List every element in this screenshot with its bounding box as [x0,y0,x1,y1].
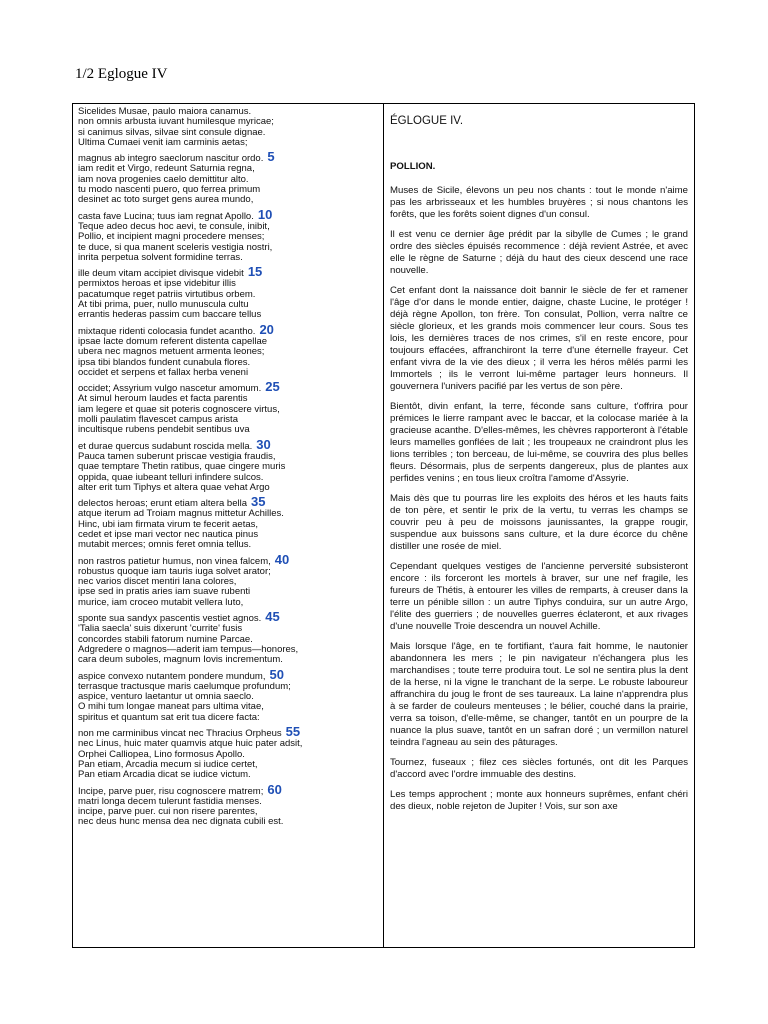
verse-text: te duce, si qua manent sceleris vestigia nostri, [78,241,273,253]
verse-text: Pan etiam, Arcadia mecum si iudice certet, [78,758,258,770]
latin-verse [78,483,377,493]
verse-text: Incipe, parve puer, risu cognoscere matrem; [78,785,264,797]
latin-verse [78,253,377,263]
french-paragraph: Cependant quelques vestiges de l'ancienne perversité subsisteront encore : ils forceront les mortels à braver, sur une nef fragile, les fureurs de Thétis, à entourer les villes de remparts, à creuser dans la terre un pénible sillon : un autre Tiphys conduira, sur un autre Argo, l'élite des guerriers ; de nouvelles guerres éclateront, et aux rivages d'une nouvelle Troie descendra un nouvel Achille. [390,561,688,632]
latin-verse [78,425,377,435]
latin-stanza [78,666,377,723]
latin-verse [78,713,377,723]
verse-text: matri longa decem tulerunt fastidia menses. [78,795,262,807]
latin-verse [78,540,377,550]
latin-stanza [78,724,377,781]
verse-text: aspice convexo nutantem pondere mundum, [78,670,266,682]
verse-text: incultisque rubens pendebit sentibus uva [78,424,250,436]
verse-text: quae temptare Thetin ratibus, quae cingere muris [78,461,286,473]
verse-text: nec deus hunc mensa dea nec dignata cubili est. [78,816,284,828]
verse-text: Adgredere o magnos—aderit iam tempus—honores, [78,643,299,655]
latin-verse [78,368,377,378]
latin-verse [78,310,377,320]
french-paragraph: Il est venu ce dernier âge prédit par la sibylle de Cumes ; le grand ordre des siècles épuisés recommence : déjà revient Astrée, et avec elle le règne de Saturne ; déjà du haut des cieux descend une race nouvelle. [390,229,688,276]
verse-text: ille deum vitam accipiet divisque videbit [78,268,244,280]
verse-text: casta fave Lucina; tuus iam regnat Apollo. [78,210,254,222]
verse-text: occidet; Assyrium vulgo nascetur amomum. [78,383,262,395]
verse-text: Pollio, et incipient magni procedere menses; [78,231,265,243]
french-paragraph: Les temps approchent ; monte aux honneurs suprêmes, enfant chéri des dieux, noble rejeton de Jupiter ! Vois, sur son axe [390,789,688,812]
french-paragraph: Mais lorsque l'âge, en te fortifiant, t'aura fait homme, le nautonier abandonnera les mers ; le pin navigateur n'échangera plus les marchandises ; toute terre produira tout. Le sol ne sentira plus la dent de la herse, ni la vigne le tranchant de la serpe. Le robuste laboureur affranchira du joug le front de ses taureaux. La laine n'apprendra plus à se farder de couleurs menteuses ; le bélier, couché dans la prairie, verra sa toison, d'elle-même, se changer, tantôt en un pourpre de la nuance la plus suave, tantôt en un safran doré ; un vermillon naturel teindra l'agneau au sein des pâturages. [390,641,688,748]
verse-text: Teque adeo decus hoc aevi, te consule, inibit, [78,220,270,232]
verse-text: ipse sed in pratis aries iam suave rubenti [78,586,251,598]
verse-text: mixtaque ridenti colocasia fundet acantho. [78,325,256,337]
french-column [384,104,694,947]
verse-text: errantis hederas passim cum baccare tellus [78,309,262,321]
latin-stanza [78,379,377,436]
verse-text: et durae quercus sudabunt roscida mella. [78,440,253,452]
verse-text: nec Linus, huic mater quamvis atque huic pater adsit, [78,738,303,750]
verse-text: inrita perpetua solvent formidine terras. [78,251,243,263]
verse-number: 15 [247,264,263,280]
verse-number: 30 [256,436,271,452]
verse-number: 25 [265,379,280,395]
french-paragraph: Mais dès que tu pourras lire les exploits des héros et les hauts faits de ton père, et sentir le prix de la vertu, tu verras les champs se couvrir peu à peu de moissons jaunissantes, la grappe rougir, suspendue aux buissons sans culture, et la dure écorce du chêne distiller une rosée de miel. [390,493,688,552]
verse-text: spiritus et quantum sat erit tua dicere facta: [78,711,260,723]
verse-text: ubera nec magnos metuent armenta leones; [78,346,265,358]
verse-text: Ultima Cumaei venit iam carminis aetas; [78,136,248,148]
verse-number: 55 [285,724,301,740]
verse-text: magnus ab integro saeclorum nascitur ordo. [78,153,264,165]
verse-number: 20 [259,321,274,337]
verse-text: mutabit merces; omnis feret omnia tellus. [78,539,252,551]
latin-stanza [78,149,377,206]
verse-text: Hinc, ubi iam firmata virum te fecerit aetas, [78,518,259,530]
latin-stanza [78,206,377,263]
page-title: 1/2 Eglogue IV [75,66,168,82]
latin-stanza [78,107,377,148]
french-paragraphs [390,185,688,813]
verse-text: ipsa tibi blandos fundent cunabula flores. [78,356,251,368]
verse-text: sponte sua sandyx pascentis vestiet agnos. [78,613,262,625]
latin-verse [78,138,377,148]
verse-text: At tibi prima, puer, nullo munuscula cultu [78,299,249,311]
latin-stanza [78,494,377,551]
verse-text: Pan etiam Arcadia dicat se iudice victum. [78,769,251,781]
verse-number: 5 [267,149,275,165]
latin-verse [78,598,377,608]
verse-text: iam legere et quae sit poteris cognoscere virtus, [78,403,280,415]
verse-text: desinet ac toto surget gens aurea mundo, [78,194,254,206]
verse-text: permixtos heroas et ipse videbitur illis [78,278,236,290]
latin-verse [78,655,377,665]
verse-number: 45 [265,609,280,625]
verse-text: murice, iam croceo mutabit vellera luto, [78,596,244,608]
verse-number: 60 [267,781,282,797]
verse-text: ipsae lacte domum referent distenta capellae [78,335,268,347]
french-paragraph: Tournez, fuseaux ; filez ces siècles fortunés, ont dit les Parques d'accord avec l'ordre immuable des destins. [390,757,688,780]
verse-text: si canimus silvas, silvae sint consule dignae. [78,126,266,138]
verse-text: Pauca tamen suberunt priscae vestigia fraudis, [78,450,276,462]
verse-text: occidet et serpens et fallax herba veneni [78,366,249,378]
verse-text: iam redit et Virgo, redeunt Saturnia regna, [78,163,255,175]
verse-text: aspice, venturo laetantur ut omnia saeclo. [78,691,254,703]
french-paragraph: Bientôt, divin enfant, la terre, féconde sans culture, t'offrira pour prémices le lierre rampant avec le baccar, et la colocase mariée à la gracieuse acanthe. D'elles-mêmes, les chèvres rapporteront à l'étable leurs mamelles gonflées de lait ; les troupeaux ne craindront plus les lions terribles ; ton berceau, de lui-même, se couvrira des plus belles fleurs. Désormais, plus de serpents dangereux, plus de plantes aux perfides venins ; en tous lieux croîtra l'amome d'Assyrie. [390,401,688,484]
verse-text: molli paulatim flavescet campus arista [78,414,238,426]
verse-number: 40 [274,551,290,567]
latin-stanza [78,264,377,321]
french-paragraph: Cet enfant dont la naissance doit bannir le siècle de fer et ramener l'âge d'or dans le monde entier, daigne, chaste Lucine, le protéger ! déjà règne Apollon, ton frère. Ton consulat, Pollion, verra naître ce siècle glorieux, et les grands mois commencer leur cours. Sous tes lois, les dernières traces de nos crimes, s'il en reste encore, pour toujours effacées, affranchiront la terre d'une éternelle frayeur. Cet enfant vivra de la vie des dieux ; il verra les héros mêlés parmi les Immortels ; ils le verront lui-même partager leurs honneurs. Il gouvernera l'univers pacifié par les vertus de son père. [390,285,688,392]
latin-stanza [78,321,377,378]
latin-stanza [78,551,377,608]
verse-number: 10 [257,206,273,222]
verse-text: O mihi tum longae maneat pars ultima vitae, [78,701,264,713]
verse-text: cedet et ipse mari vector nec nautica pinus [78,528,259,540]
french-paragraph: Muses de Sicile, élevons un peu nos chants : tout le monde n'aime pas les arbrisseaux et les humbles bruyères ; si nous chantons les forêts, que les forêts soient dignes d'un consul. [390,185,688,220]
latin-column [73,104,384,947]
verse-text: non me carminibus vincat nec Thracius Orpheus [78,728,282,740]
verse-text: delectos heroas; erunt etiam altera bella [78,498,247,510]
verse-text: tu modo nascenti puero, quo ferrea primum [78,184,261,196]
verse-text: robustus quoque iam tauris iuga solvet arator; [78,565,271,577]
verse-text: concordes stabili fatorum numine Parcae. [78,633,253,645]
verse-text: incipe, parve puer. cui non risere parentes, [78,806,258,818]
latin-verse [78,770,377,780]
latin-stanza [78,781,377,828]
bilingual-table [72,103,695,948]
french-dedication: POLLION. [390,161,436,172]
verse-text: cara deum suboles, magnum Iovis incrementum. [78,654,283,666]
french-title: ÉGLOGUE IV. [390,115,464,127]
verse-text: 'Talia saecla' suis dixerunt 'currite' fusis [78,623,243,635]
latin-verse [78,195,377,205]
verse-text: iam nova progenies caelo demittitur alto. [78,173,249,185]
verse-text: terrasque tractusque maris caelumque profundum; [78,680,291,692]
verse-text: nec varios discet mentiri lana colores, [78,576,237,588]
verse-text: non rastros patietur humus, non vinea falcem, [78,555,271,567]
latin-verse [78,817,377,827]
verse-text: At simul heroum laudes et facta parentis [78,393,248,405]
verse-text: oppida, quae iubeant telluri infindere sulcos. [78,471,264,483]
latin-stanza [78,609,377,666]
verse-number: 35 [251,494,266,510]
verse-number: 50 [269,666,284,682]
latin-stanza [78,436,377,493]
verse-text: alter erit tum Tiphys et altera quae vehat Argo [78,481,270,493]
verse-text: Orphei Calliopea, Lino formosus Apollo. [78,748,245,760]
verse-text: atque iterum ad Troiam magnus mittetur Achilles. [78,508,284,520]
verse-text: pacatumque reget patriis virtutibus orbem. [78,288,256,300]
verse-text: non omnis arbusta iuvant humilesque myricae; [78,116,274,128]
verse-text: Sicelides Musae, paulo maiora canamus. [78,106,252,117]
